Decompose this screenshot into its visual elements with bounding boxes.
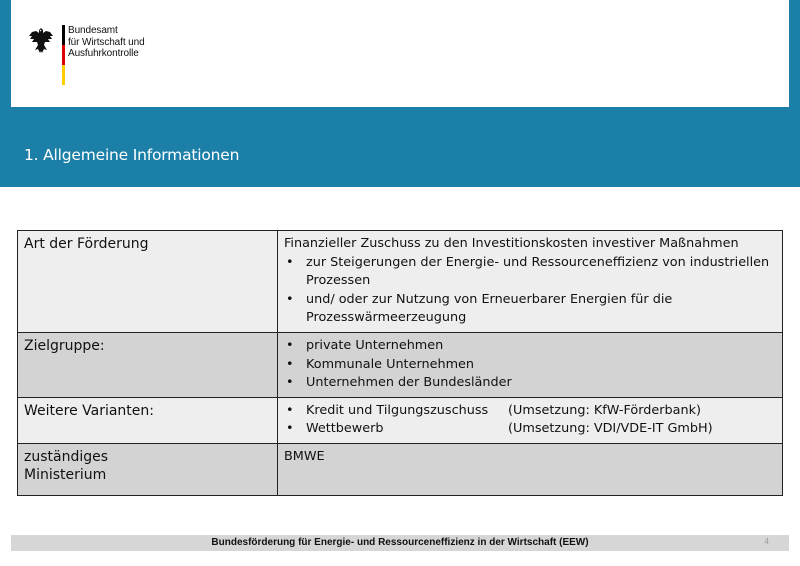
list-item (284, 402, 776, 421)
footer-text: Bundesförderung für Energie- und Ressourceneffizienz in der Wirtschaft (EEW) (211, 537, 589, 548)
funding-bullets (284, 254, 776, 328)
row-label-line-1: zuständiges (24, 448, 109, 465)
federal-eagle-icon (28, 27, 54, 55)
logo-line-2: für Wirtschaft und (68, 36, 145, 48)
logo-line-3: Ausfuhrkontrolle (68, 48, 139, 59)
row-label-line-2: Ministerium (24, 467, 107, 484)
list-item: • Kommunale Unternehmen (284, 356, 776, 375)
german-flag-stripe (62, 25, 65, 85)
table-row (18, 231, 783, 333)
table-row (18, 443, 783, 495)
table-row (18, 332, 783, 397)
row-value (278, 332, 783, 397)
row-label: Weitere Varianten: (18, 397, 278, 443)
list-item: • Unternehmen der Bundesländer (284, 374, 776, 393)
row-label (18, 443, 278, 495)
list-item: • und/ oder zur Nutzung von Erneuerbarer Energien für die Prozesswärmeerzeugung (284, 291, 776, 328)
row-value: BMWE (278, 443, 783, 495)
bafa-logo (28, 25, 188, 89)
row-value (278, 231, 783, 333)
variant-name: • Wettbewerb (306, 421, 384, 437)
variant-implementer: (Umsetzung: VDI/VDE-IT GmbH) (508, 421, 713, 437)
logo-line-1: Bundesamt (68, 25, 118, 36)
list-item: • private Unternehmen (284, 337, 776, 356)
list-item: • zur Steigerungen der Energie- und Ressourceneffizienz von industriellen Prozessen (284, 254, 776, 291)
funding-intro: Finanzieller Zuschuss zu den Investitionskosten investiver Maßnahmen (284, 236, 739, 251)
variant-implementer: (Umsetzung: KfW-Förderbank) (508, 402, 701, 418)
row-value (278, 397, 783, 443)
info-table (17, 230, 783, 496)
variant-name: • Kredit und Tilgungszuschuss (306, 402, 489, 418)
page-number: 4 (764, 537, 769, 546)
variant-bullets (284, 402, 776, 439)
target-group-bullets (284, 337, 776, 393)
row-label: Art der Förderung (18, 231, 278, 333)
row-label: Zielgruppe: (18, 332, 278, 397)
logo-text (68, 25, 145, 60)
table-row (18, 397, 783, 443)
page-title: 1. Allgemeine Informationen (24, 146, 240, 164)
list-item (284, 420, 776, 439)
footer-bar (11, 535, 789, 551)
